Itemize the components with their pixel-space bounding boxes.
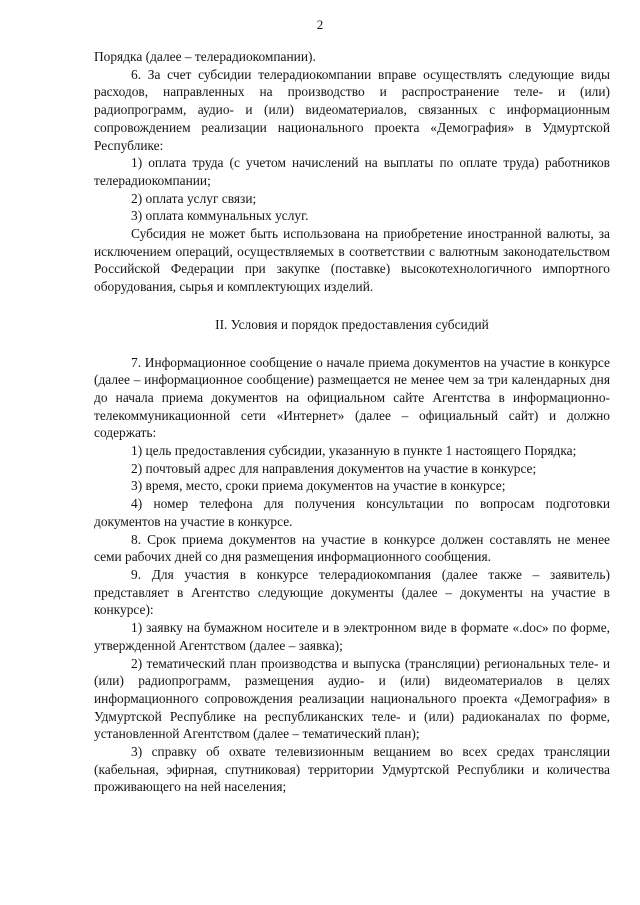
document-body (94, 48, 610, 796)
paragraph-item-7: 7. Информационное сообщение о начале приема документов на участие в конкурсе (далее – информационное сообщение) размещается не менее чем за три календарных дня до начала приема документов на официальном сайте Агентства в информационно-телекоммуникационной сети «Интернет» (далее – официальный сайт) и должно содержать: (94, 354, 610, 441)
list-item-purpose: 1) цель предоставления субсидии, указанную в пункте 1 настоящего Порядка; (131, 443, 577, 459)
list-item-phone: 4) номер телефона для получения консультации по вопросам подготовки документов на участие в конкурсе. (94, 496, 610, 529)
list-item-thematic-plan: 2) тематический план производства и выпуска (трансляции) региональных теле- и (или) радиопрограмм, размещения аудио- и (или) видеоматериалов в целях информационного сопровождения реализации национального проекта «Демография» в Удмуртской Республике на республиканских теле- и (или) радиоканалах по форме, установленной Агентством (далее – тематический план); (94, 655, 610, 742)
list-item-wages: 1) оплата труда (с учетом начислений на выплаты по оплате труда) работников телерадиокомпании; (94, 155, 610, 188)
list-item-communications: 2) оплата услуг связи; (131, 190, 257, 206)
list-item-utilities: 3) оплата коммунальных услуг. (131, 208, 309, 224)
list-item-postal-address: 2) почтовый адрес для направления документов на участие в конкурсе; (131, 460, 537, 476)
paragraph-item-8: 8. Срок приема документов на участие в конкурсе должен составлять не менее семи рабочих дней со дня размещения информационного сообщения. (94, 531, 610, 565)
list-item-coverage-certificate: 3) справку об охвате телевизионным вещанием во всех средах трансляции (кабельная, эфирная, спутниковая) территории Удмуртской Республики и количества проживающего на ней населения; (94, 744, 610, 795)
page-number: 2 (316, 17, 324, 32)
paragraph-subsidy-restriction: Субсидия не может быть использована на приобретение иностранной валюты, за исключением операций, осуществляемых в соответствии с валютным законодательством Российской Федерации при закупке (поставке) высокотехнологичного импортного оборудования, сырья и комплектующих изделий. (94, 226, 610, 295)
paragraph-item-9: 9. Для участия в конкурсе телерадиокомпания (далее также – заявитель) представляет в Агентство следующие документы (далее – документы на участие в конкурсе): (94, 566, 610, 618)
paragraph-continuation: Порядка (далее – телерадиокомпании). (94, 49, 316, 64)
list-item-application: 1) заявку на бумажном носителе и в электронном виде в формате «.doc» по форме, утвержденной Агентством (далее – заявка); (94, 620, 610, 653)
paragraph-item-6: 6. За счет субсидии телерадиокомпании вправе осуществлять следующие виды расходов, направленных на производство и распространение теле- и (или) радиопрограмм, аудио- и (или) видеоматериалов, связанных с информационным сопровождением реализации национального проекта «Демография» в Удмуртской Республике: (94, 66, 610, 153)
list-item-time-place: 3) время, место, сроки приема документов на участие в конкурсе; (131, 478, 506, 494)
section-heading: II. Условия и порядок предоставления субсидий (215, 316, 489, 332)
